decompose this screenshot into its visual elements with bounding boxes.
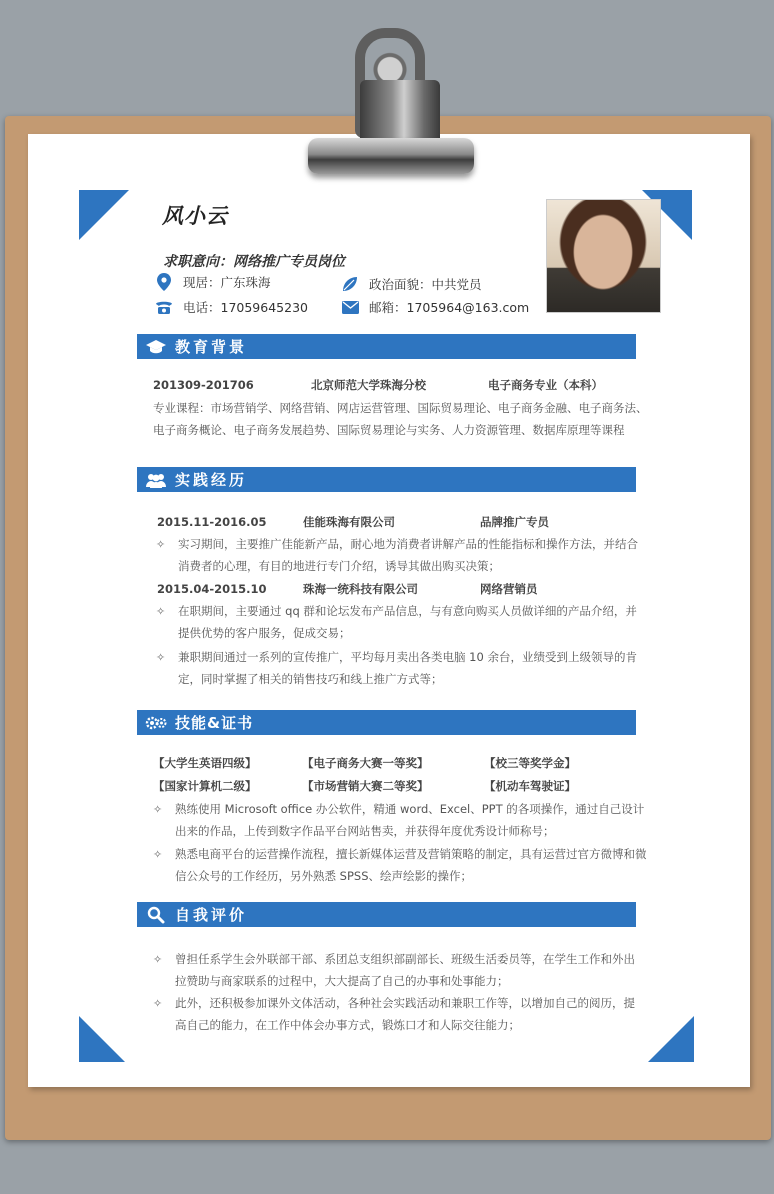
job-period: 2015.04-2015.10 [157,582,267,596]
job-desc-line: 在职期间，主要通过 qq 群和论坛发布产品信息，与有意向购买人员做详细的产品介绍，并 [178,604,637,618]
candidate-name: 风小云 [162,204,228,228]
edu-major: 电子商务专业（本科） [488,378,603,392]
certificate: 【校三等奖学金】 [484,756,576,770]
job-desc-line: 消费者的心理，有目的地进行专门介绍，诱导其做出购买决策； [178,559,500,573]
location-pin-icon [155,273,173,291]
edu-school: 北京师范大学珠海分校 [311,378,426,392]
skill-desc-line: 信公众号的工作经历，另外熟悉 SPSS、绘声绘影的操作； [175,869,472,883]
location-info [155,273,271,291]
diamond-bullet-icon: ✧ [153,953,163,966]
edu-courses-line: 电子商务概论、电子商务发展趋势、国际贸易理论与实务、人力资源管理、数据库原理等课程 [153,423,625,437]
corner-decoration [79,190,129,240]
team-icon [145,471,167,489]
corner-decoration [648,1016,694,1062]
job-role: 品牌推广专员 [480,515,549,529]
diamond-bullet-icon: ✧ [156,538,166,551]
job-company: 珠海一统科技有限公司 [303,582,418,596]
certificate: 【机动车驾驶证】 [484,779,576,793]
skill-desc-line: 出来的作品，上传到数字作品平台网站售卖，并获得年度优秀设计师称号； [175,824,555,838]
profile-photo [546,199,661,313]
job-desc-line: 提供优势的客户服务，促成交易； [178,626,351,640]
diamond-bullet-icon: ✧ [153,848,163,861]
self-desc-line: 拉赞助与商家联系的过程中，大大提高了自己的办事和处事能力； [175,974,509,988]
graduation-cap-icon [145,338,167,356]
section-bar-education [137,334,636,359]
job-company: 佳能珠海有限公司 [303,515,395,529]
certificate: 【电子商务大赛一等奖】 [302,756,429,770]
gears-icon [145,714,167,732]
skill-desc-line: 熟悉电商平台的运营操作流程，擅长新媒体运营及营销策略的制定，具有运营过官方微博和微 [175,847,647,861]
clip-base [308,138,474,174]
certificate: 【国家计算机二级】 [153,779,257,793]
section-bar-self-evaluation [137,902,636,927]
job-intent: 求职意向：网络推广专员岗位 [163,254,345,270]
corner-decoration [79,1016,125,1062]
job-desc-line: 定，同时掌握了相关的销售技巧和线上推广方式等； [178,672,443,686]
leaf-icon [341,275,359,293]
email-info [341,298,529,316]
phone-text: 电话：17059645230 [183,300,308,315]
email-text: 邮箱：1705964@163.com [369,300,530,315]
certificate: 【市场营销大赛二等奖】 [302,779,429,793]
section-title: 实践经历 [175,471,248,489]
job-period: 2015.11-2016.05 [157,515,267,529]
diamond-bullet-icon: ✧ [156,605,166,618]
section-bar-practice [137,467,636,492]
edu-period: 201309-201706 [153,378,254,392]
envelope-icon [341,298,359,316]
job-desc-line: 兼职期间通过一系列的宣传推广，平均每月卖出各类电脑 10 余台，业绩受到上级领导的肯 [178,650,637,664]
section-title: 技能&证书 [175,714,254,732]
location-text: 现居：广东珠海 [183,275,271,290]
skill-desc-line: 熟练使用 Microsoft office 办公软件，精通 word、Excel、PPT 的各项操作，通过自己设计 [175,802,645,816]
self-desc-line: 曾担任系学生会外联部干部、系团总支组织部副部长、班级生活委员等，在学生工作和外出 [175,952,635,966]
self-desc-line: 高自己的能力，在工作中体会办事方式，锻炼口才和人际交往能力； [175,1018,520,1032]
edu-courses-line: 专业课程：市场营销学、网络营销、网店运营管理、国际贸易理论、电子商务金融、电子商务法、 [153,401,648,415]
certificate: 【大学生英语四级】 [153,756,257,770]
politics-info [341,275,482,293]
politics-text: 政治面貌：中共党员 [369,277,482,292]
self-desc-line: 此外，还积极参加课外文体活动，各种社会实践活动和兼职工作等，以增加自己的阅历，提 [175,996,635,1010]
job-desc-line: 实习期间，主要推广佳能新产品，耐心地为消费者讲解产品的性能指标和操作方法，并结合 [178,537,638,551]
section-title: 教育背景 [175,338,248,356]
section-bar-skills [137,710,636,735]
section-title: 自我评价 [175,906,248,924]
diamond-bullet-icon: ✧ [153,803,163,816]
magnifier-icon [145,906,167,924]
job-role: 网络营销员 [480,582,538,596]
diamond-bullet-icon: ✧ [153,997,163,1010]
phone-info [155,298,308,316]
diamond-bullet-icon: ✧ [156,651,166,664]
phone-icon [155,298,173,316]
